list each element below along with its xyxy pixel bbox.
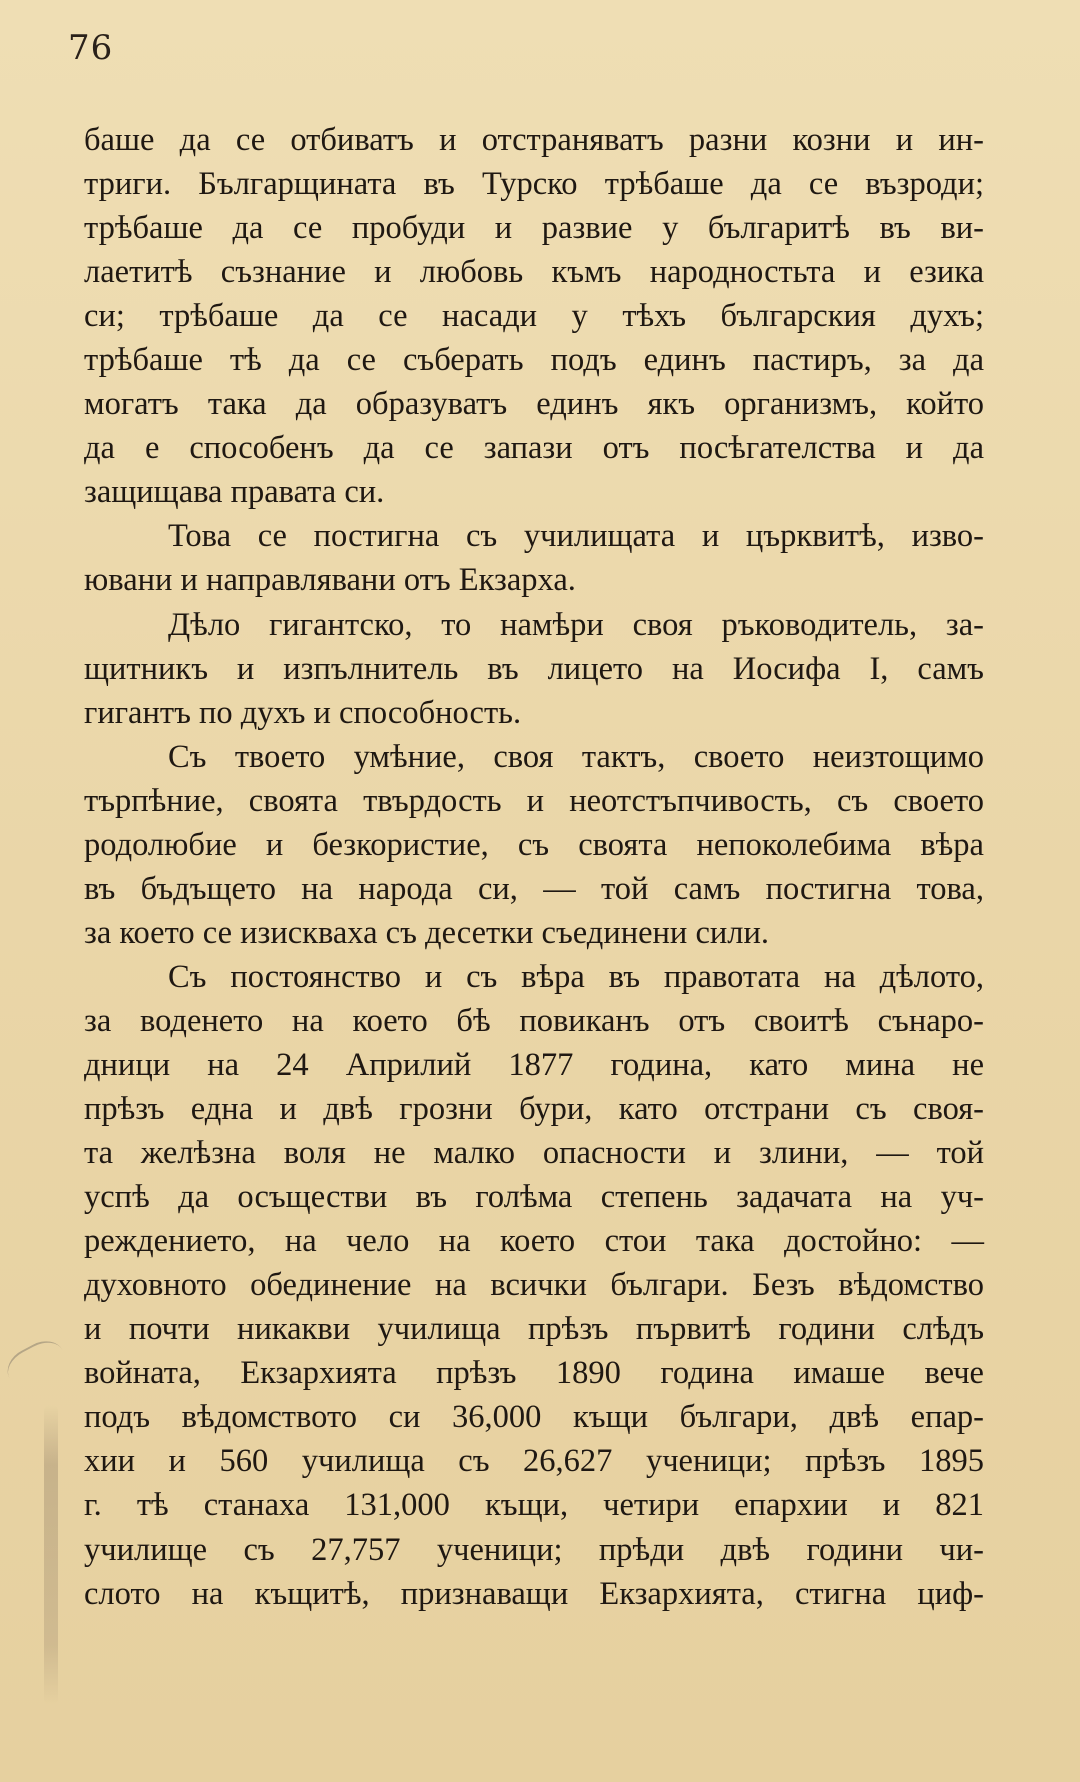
text-line: да е способенъ да се запази отъ посѣгателства и да — [84, 430, 984, 467]
paragraph — [84, 514, 984, 602]
text-line: родолюбие и безкористие, съ своята непоколебима вѣра — [84, 826, 984, 863]
text-line: прѣзъ една и двѣ грозни бури, като отстрани съ своя- — [84, 1091, 984, 1128]
text-line: защищава правата си. — [84, 474, 385, 511]
text-line: Това се постигна съ училищата и църквитѣ, изво- — [168, 518, 984, 555]
margin-stain — [44, 1405, 58, 1705]
text-line: дници на 24 Априлий 1877 година, като мина не — [84, 1046, 984, 1083]
text-line: Съ твоето умѣние, своя тактъ, своето неизтощимо — [168, 738, 984, 775]
text-line: за което се изискваха съ десетки съединени сили. — [84, 914, 769, 951]
paragraph — [84, 735, 984, 955]
text-line: гигантъ по духъ и способность. — [84, 694, 522, 731]
paragraph — [84, 955, 984, 1616]
text-line: трѣбаше да се пробуди и развие у българитѣ въ ви- — [84, 210, 984, 247]
text-line: могатъ така да образуватъ единъ якъ организмъ, който — [84, 386, 984, 423]
text-line: баше да се отбиватъ и отстраняватъ разни козни и ин- — [84, 122, 984, 158]
text-line: щитникъ и изпълнитель въ лицето на Иосифа I, самъ — [84, 650, 984, 687]
text-line: за воденето на което бѣ повиканъ отъ своитѣ сънаро- — [84, 1002, 984, 1039]
body-text — [84, 118, 984, 1616]
text-line: реждението, на чело на което стои така достойно: — — [84, 1223, 984, 1260]
text-line: трѣбаше тѣ да се съберать подъ единъ пастиръ, за да — [84, 342, 984, 379]
text-line: триги. Българщината въ Турско трѣбаше да се възроди; — [84, 166, 984, 203]
text-line: войната, Екзархията прѣзъ 1890 година имаше вече — [84, 1355, 984, 1392]
text-line: въ бъдъщето на народа си, — той самъ постигна това, — [84, 870, 984, 907]
text-line: ювани и направлявани отъ Екзарха. — [84, 562, 576, 599]
text-line: търпѣние, своята твърдость и неотстъпчивость, съ своето — [84, 782, 984, 819]
page-number: 76 — [68, 28, 114, 68]
text-line: лаетитѣ съзнание и любовь къмъ народностьта и езика — [84, 254, 984, 291]
text-line: г. тѣ станаха 131,000 къщи, четири епархии и 821 — [84, 1487, 984, 1524]
text-line: училище съ 27,757 ученици; прѣди двѣ години чи- — [84, 1531, 984, 1568]
text-line: слото на къщитѣ, признаващи Екзархията, стигна циф- — [84, 1575, 984, 1612]
pencil-mark — [1, 1334, 76, 1403]
paragraph — [84, 603, 984, 735]
text-line: духовното обединение на всички българи. Безъ вѣдомство — [84, 1267, 984, 1304]
text-line: си; трѣбаше да се насади у тѣхъ българския духъ; — [84, 298, 984, 335]
text-line: Дѣло гигантско, то намѣри своя ръководитель, за- — [168, 606, 984, 643]
text-line: подъ вѣдомството си 36,000 къщи българи, двѣ епар- — [84, 1399, 984, 1436]
text-line: и почти никакви училища прѣзъ първитѣ години слѣдъ — [84, 1311, 984, 1348]
paragraph — [84, 118, 984, 514]
text-line: хии и 560 училища съ 26,627 ученици; прѣзъ 1895 — [84, 1443, 984, 1480]
text-line: та желѣзна воля не малко опасности и злини, — той — [84, 1135, 984, 1172]
text-line: успѣ да осъществи въ голѣма степень задачата на уч- — [84, 1179, 984, 1216]
text-line: Съ постоянство и съ вѣра въ правотата на дѣлото, — [168, 958, 984, 995]
